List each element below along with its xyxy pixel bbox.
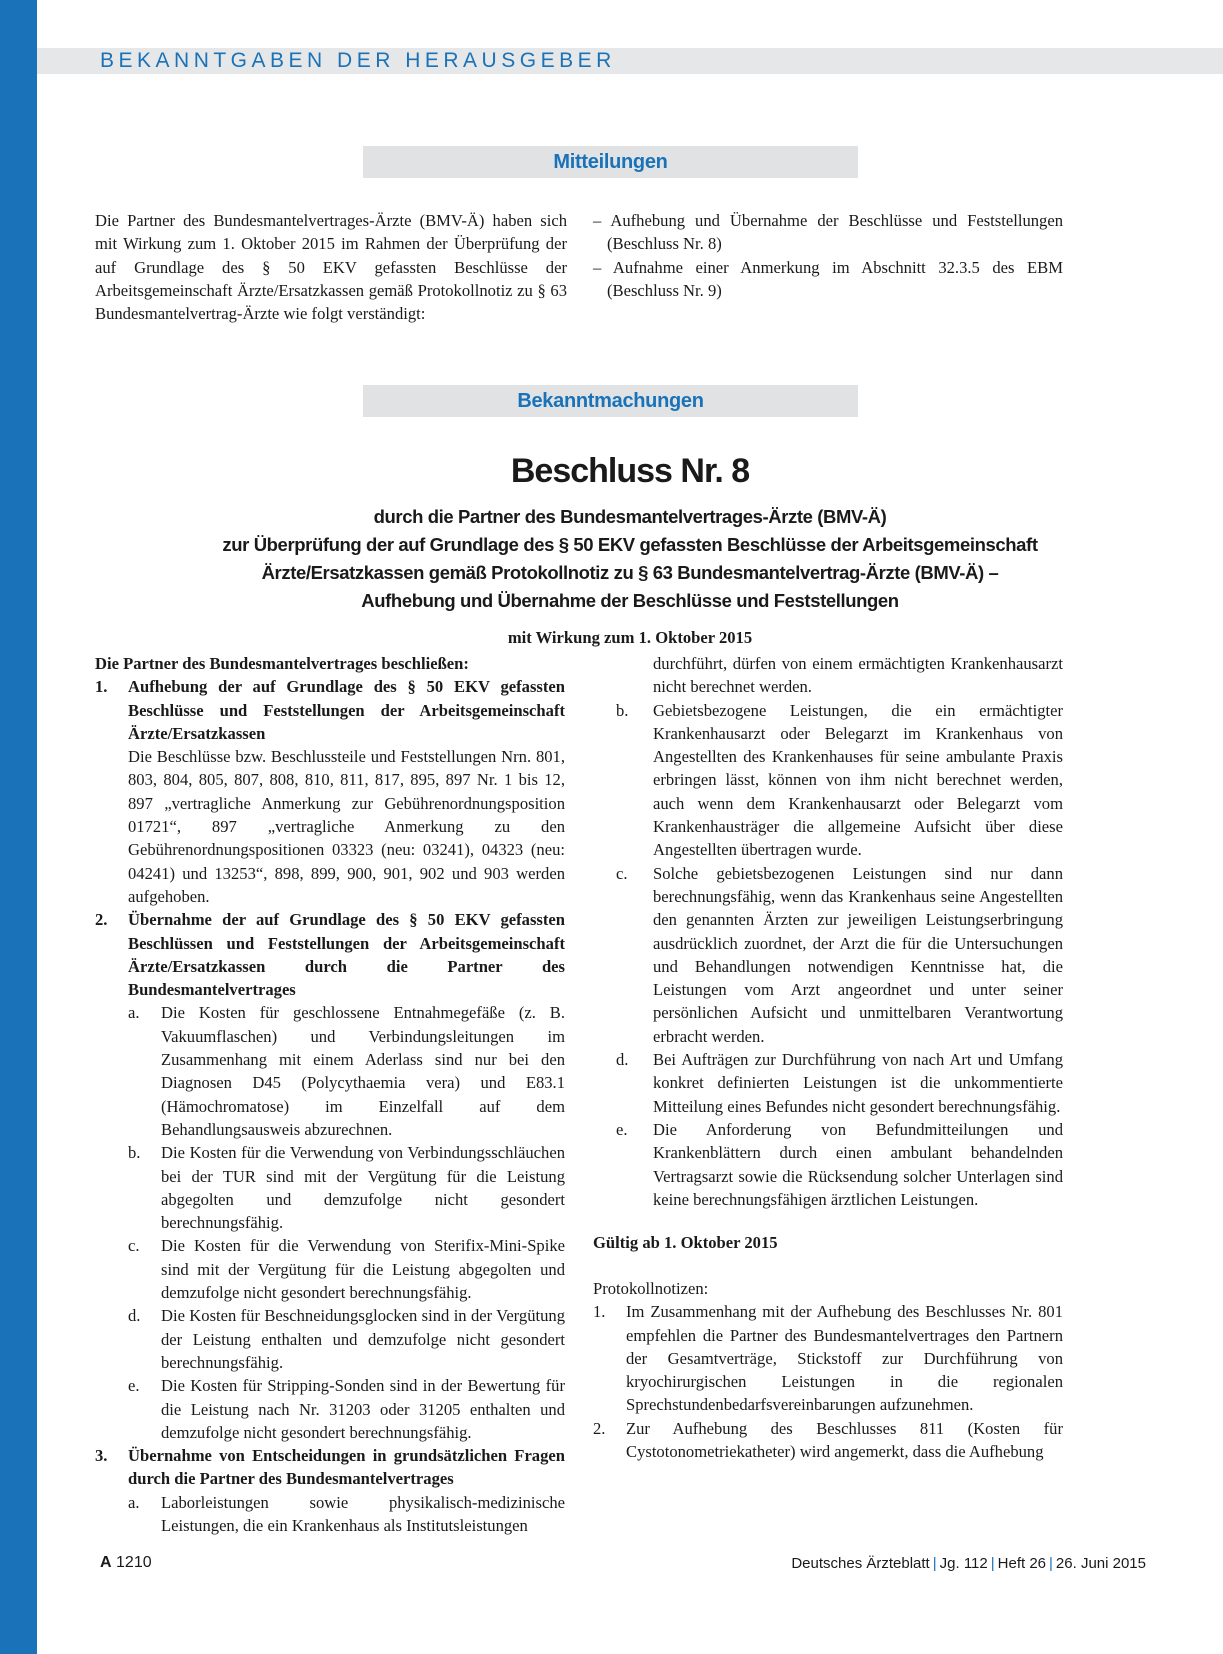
sub-letter: a. [128,1003,140,1023]
protokoll-item [593,1417,1063,1464]
page-number-value: 1210 [116,1554,152,1571]
sub-letter: e. [616,1119,628,1139]
item-number: 2. [95,910,108,930]
sub-item [616,862,1063,1048]
body-right-column [616,652,1063,1211]
sub-text: Gebietsbezogene Leistungen, die ein ermächtigter Krankenhausarzt oder Belegarzt im Krankenhaus von Angestellten des Krankenhauses für seine ambulante Praxis erbringen lässt, können von ihm nicht berechnet werden, auch wenn dem Krankenhausarzt oder Belegarzt vom Krankenhausträger die allgemeine Aufsicht über diese Angestellten übertragen wurde. [653,700,1063,860]
protokoll-label: Protokollnotizen: [593,1279,709,1298]
section-header-title: BEKANNTGABEN DER HERAUSGEBER [100,49,616,72]
sub-text: Die Kosten für Stripping-Sonden sind in der Bewertung für die Leistung nach Nr. 31203 oder 31205 enthalten und demzufolge nicht gesondert berechnungsfähig. [161,1376,565,1442]
subtitle-line: zur Überprüfung der auf Grundlage des § 50 EKV gefassten Beschlüsse der Arbeitsgemeinschaft [222,534,1038,555]
sub-item [128,1374,565,1444]
sub-text: Laborleistungen sowie physikalisch-medizinische Leistungen, die ein Krankenhaus als Institutsleistungen [161,1492,565,1535]
sub-item [128,1234,565,1304]
sub-item [128,1491,565,1538]
page-prefix: A [100,1554,112,1571]
sub-item [616,1118,1063,1211]
mitteilung-item: – Aufnahme einer Anmerkung im Abschnitt 32.3.5 des EBM (Beschluss Nr. 9) [593,257,1063,300]
sub-text: Die Kosten für die Verwendung von Sterifix-Mini-Spike sind mit der Vergütung für die Leistung abgegolten und demzufolge nicht gesondert berechnungsfähig. [161,1236,565,1303]
journal-volume: Jg. 112 [939,1555,988,1572]
sub-letter: b. [128,1143,141,1163]
journal-issue: Heft 26 [997,1555,1047,1572]
valid-from: Gültig ab 1. Oktober 2015 [593,1233,778,1252]
body-left-column [95,652,565,1537]
numbered-item-2 [95,908,565,1001]
sub-item [128,1001,565,1141]
body-intro: Die Partner des Bundesmantelvertrages beschließen: [95,654,469,673]
numbered-item-3 [95,1444,565,1491]
side-color-bar [0,0,37,1654]
sub-letter: d. [616,1050,629,1070]
sub-item-continuation [616,652,1063,699]
protokoll-number: 2. [593,1418,606,1438]
journal-citation: Deutsches Ärzteblatt | Jg. 112 | Heft 26 | 26. Juni 2015 [791,1555,1146,1572]
mitteilung-item: – Aufhebung und Übernahme der Beschlüsse und Feststellungen (Beschluss Nr. 8) [593,211,1063,254]
page-number [100,1554,152,1572]
sub-text: durchführt, dürfen von einem ermächtigten Krankenhausarzt nicht berechnet werden. [653,654,1063,697]
beschluss-subtitle [37,503,1223,615]
protokoll-text: Im Zusammenhang mit der Aufhebung des Beschlusses Nr. 801 empfehlen die Partner des Bundesmantelvertrages den Partnern der Gesamtverträge, Stickstoff zur Durchführung von kryochirurgischen Leistungen in die regionalen Sprechstundenbedarfsvereinbarungen aufzunehmen. [626,1302,1063,1415]
sub-letter: c. [128,1236,140,1256]
sub-text: Bei Aufträgen zur Durchführung von nach Art und Umfang konkret definierten Leistungen ist die unkommentierte Mitteilung eines Befundes nicht gesondert berechnungsfähig. [653,1050,1063,1116]
item-2-sublist [95,1001,565,1444]
protokoll-text: Zur Aufhebung des Beschlusses 811 (Kosten für Cystotonometriekatheter) wird angemerkt, dass die Aufhebung [626,1418,1063,1462]
sub-letter: d. [128,1306,141,1326]
mitteilungen-label: Mitteilungen [363,146,858,178]
numbered-item-1 [95,675,565,908]
sub-item [616,699,1063,862]
sub-letter: b. [616,700,629,720]
sub-item [128,1141,565,1234]
sub-item [616,1048,1063,1118]
beschluss-title: Beschluss Nr. 8 [510,452,750,490]
sub-text: Solche gebietsbezogenen Leistungen sind nur dann berechnungsfähig, wenn das Krankenhaus seine Angestellten den genannten Ärzten zur jeweiligen Leistungserbringung ausdrücklich zuordnet, der Arzt die für die Untersuchungen und Behandlungen notwendigen Kenntnisse hat, die Leistungen vom Arzt angeordnet und unter seiner persönlichen Aufsicht und unmittelbaren Verantwortung erbracht werden. [653,863,1063,1046]
sub-item [128,1304,565,1374]
item-number: 1. [95,677,108,697]
item-heading: Übernahme von Entscheidungen in grundsätzlichen Fragen durch die Partner des Bundesmantelvertrages [128,1446,565,1489]
journal-name: Deutsches Ärzteblatt [791,1555,930,1572]
sub-text: Die Anforderung von Befundmitteilungen und Krankenblättern durch einen ambulant behandelnden Vertragsarzt sowie die Rücksendung solcher Unterlagen sind keine berechnungsfähigen ärztlichen Leistungen. [653,1119,1063,1209]
journal-date: 26. Juni 2015 [1055,1555,1146,1572]
mitteilung-list [593,209,1063,302]
subtitle-line: Ärzte/Ersatzkassen gemäß Protokollnotiz zu § 63 Bundesmantelvertrag-Ärzte (BMV-Ä) – [261,562,999,583]
sub-text: Die Kosten für die Verwendung von Verbindungsschläuchen bei der TUR sind mit der Vergütung für die Leistung abgegolten und demzufolge nicht gesondert berechnungsfähig. [161,1143,565,1233]
subtitle-line: Aufhebung und Übernahme der Beschlüsse und Feststellungen [361,590,899,611]
bekanntmachungen-label: Bekanntmachungen [363,385,858,417]
valid-from-block [593,1231,1063,1254]
sub-letter: e. [128,1376,140,1396]
protokoll-item [593,1300,1063,1416]
effective-date: mit Wirkung zum 1. Oktober 2015 [507,628,753,647]
item-3-sublist-start [95,1491,565,1538]
sub-letter: a. [128,1492,140,1512]
item-number: 3. [95,1446,108,1466]
item-text: Die Beschlüsse bzw. Beschlussteile und Feststellungen Nrn. 801, 803, 804, 805, 807, 808, 810, 811, 817, 895, 897 Nr. 1 bis 12, 897 „vertragliche Anmerkung zur Gebührenordnungsposition 01721“, 897 „vertragliche Anmerkung zu den Gebührenordnungspositionen 03323 (neu: 03241), 04323 (neu: 04241) und 13253“, 898, 899, 900, 901, 902 und 903 werden aufgehoben. [128,747,565,906]
mitteilung-paragraph: Die Partner des Bundesmantelvertrages-Ärzte (BMV-Ä) haben sich mit Wirkung zum 1. Oktober 2015 im Rahmen der Überprüfung der auf Grundlage des § 50 EKV gefassten Beschlüsse der Arbeitsgemeinschaft Ärzte/Ersatzkassen gemäß Protokollnotiz zu § 63 Bundesmantelvertrag-Ärzte wie folgt verständigt: [95,211,567,324]
subtitle-line: durch die Partner des Bundesmantelvertrages-Ärzte (BMV-Ä) [373,506,887,527]
item-heading: Übernahme der auf Grundlage des § 50 EKV gefassten Beschlüssen und Feststellungen der Arbeitsgemeinschaft Ärzte/Ersatzkassen durch die Partner des Bundesmantelvertrages [128,910,565,1000]
protokoll-block [593,1277,1063,1463]
sub-text: Die Kosten für geschlossene Entnahmegefäße (z. B. Vakuumflaschen) und Verbindungsleitungen im Zusammenhang mit einem Aderlass sind nur bei den Diagnosen D45 (Polycythaemia vera) und E83.1 (Hämochromatose) im Einzelfall auf dem Behandlungsausweis abzurechnen. [161,1003,565,1139]
sub-letter: c. [616,863,628,883]
protokoll-number: 1. [593,1302,606,1322]
item-heading: Aufhebung der auf Grundlage des § 50 EKV gefassten Beschlüsse und Feststellungen der Arbeitsgemeinschaft Ärzte/Ersatzkassen [128,677,565,743]
sub-text: Die Kosten für Beschneidungsglocken sind in der Vergütung der Leistung enthalten und demzufolge nicht gesondert berechnungsfähig. [161,1306,565,1372]
